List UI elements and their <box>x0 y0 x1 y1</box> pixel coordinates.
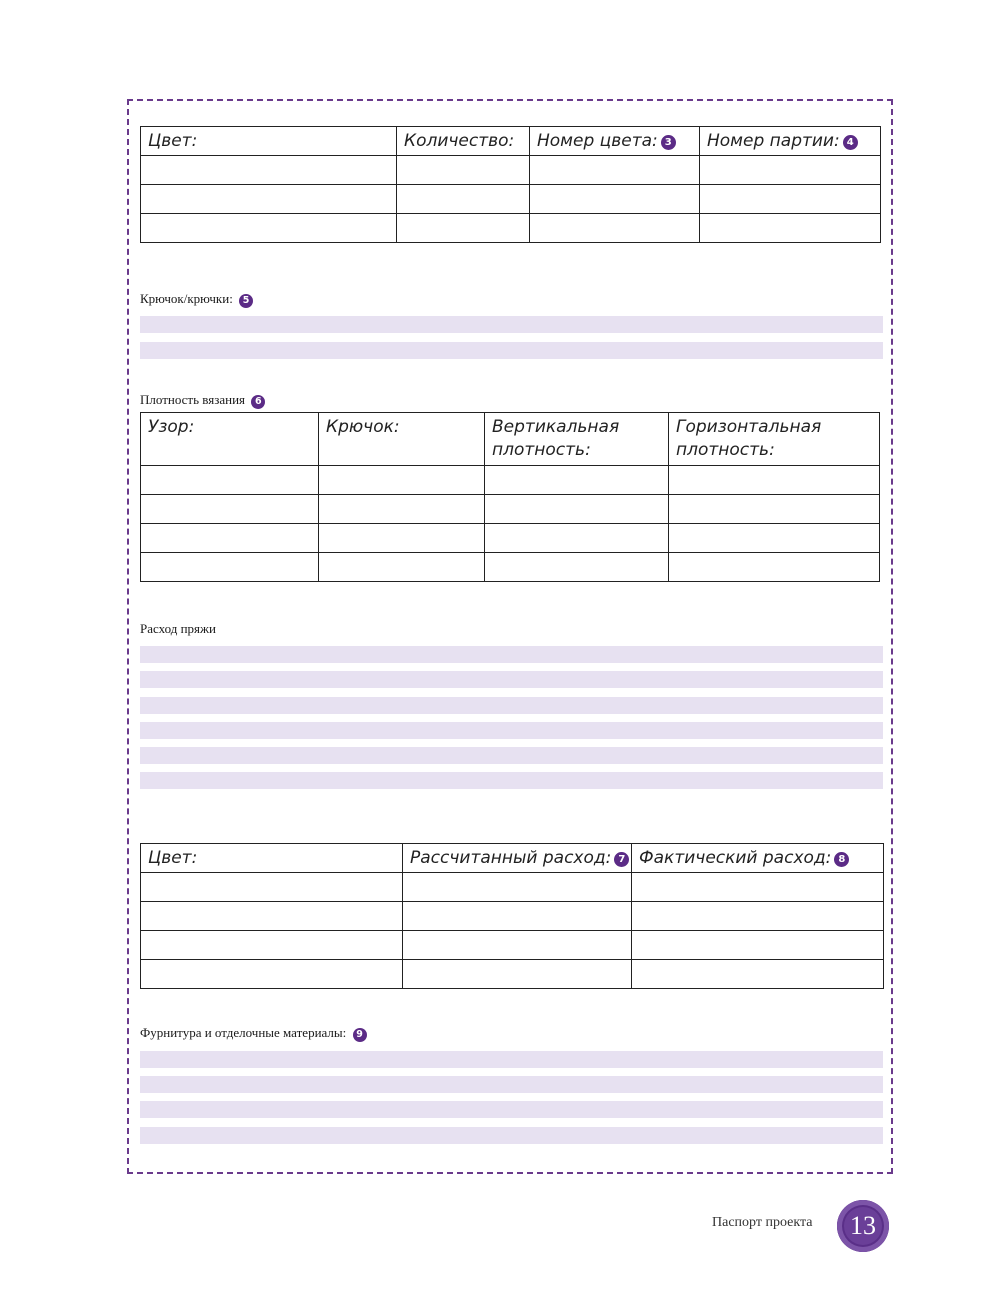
marker-6-icon: 6 <box>251 395 265 409</box>
gauge-label: Плотность вязания 6 <box>140 392 265 409</box>
table-cell[interactable] <box>141 931 403 960</box>
yarn-usage-write-line[interactable] <box>140 697 883 714</box>
hooks-write-line[interactable] <box>140 316 883 333</box>
table-cell[interactable] <box>141 960 403 989</box>
calculated-usage-header: Рассчитанный расход: 7 <box>403 844 632 873</box>
marker-7-icon: 7 <box>614 852 629 867</box>
table-cell[interactable] <box>141 902 403 931</box>
table-row <box>141 185 881 214</box>
pattern-header: Узор: <box>141 413 319 466</box>
table-cell[interactable] <box>485 466 669 495</box>
yarn-quantity-header: Количество: <box>397 127 530 156</box>
page-number-badge: 13 <box>837 1200 889 1252</box>
table-row <box>141 553 880 582</box>
table-cell[interactable] <box>632 960 884 989</box>
marker-4-icon: 4 <box>843 135 858 150</box>
table-cell[interactable] <box>700 185 881 214</box>
table-cell[interactable] <box>319 466 485 495</box>
notions-write-line[interactable] <box>140 1051 883 1068</box>
marker-3-icon: 3 <box>661 135 676 150</box>
dashed-page-frame <box>127 99 893 1174</box>
table-cell[interactable] <box>141 873 403 902</box>
table-row <box>141 466 880 495</box>
yarn-usage-write-line[interactable] <box>140 772 883 789</box>
table-cell[interactable] <box>669 495 880 524</box>
yarn-usage-write-line[interactable] <box>140 646 883 663</box>
yarn-usage-write-line[interactable] <box>140 747 883 764</box>
yarn-usage-label: Расход пряжи <box>140 621 216 636</box>
marker-8-icon: 8 <box>834 852 849 867</box>
table-cell[interactable] <box>669 553 880 582</box>
table-cell[interactable] <box>669 524 880 553</box>
table-cell[interactable] <box>141 214 397 243</box>
gauge-table <box>140 412 880 582</box>
table-cell[interactable] <box>485 553 669 582</box>
table-cell[interactable] <box>141 156 397 185</box>
table-cell[interactable] <box>397 185 530 214</box>
notions-write-line[interactable] <box>140 1127 883 1144</box>
footer-title: Паспорт проекта <box>712 1215 813 1230</box>
table-cell[interactable] <box>319 495 485 524</box>
table-cell[interactable] <box>397 156 530 185</box>
table-cell[interactable] <box>141 495 319 524</box>
table-cell[interactable] <box>632 873 884 902</box>
notions-label: Фурнитура и отделочные материалы: 9 <box>140 1025 367 1042</box>
table-row <box>141 156 881 185</box>
table-cell[interactable] <box>632 902 884 931</box>
table-cell[interactable] <box>632 931 884 960</box>
table-row <box>141 931 884 960</box>
table-row <box>141 214 881 243</box>
table-row <box>141 873 884 902</box>
actual-usage-header: Фактический расход: 8 <box>632 844 884 873</box>
table-cell[interactable] <box>141 553 319 582</box>
table-cell[interactable] <box>397 214 530 243</box>
yarn-table <box>140 126 881 243</box>
table-cell[interactable] <box>319 553 485 582</box>
hooks-label: Крючок/крючки: 5 <box>140 291 253 308</box>
yarn-usage-write-line[interactable] <box>140 722 883 739</box>
table-row <box>141 902 884 931</box>
usage-color-header: Цвет: <box>141 844 403 873</box>
marker-9-icon: 9 <box>353 1028 367 1042</box>
notions-write-line[interactable] <box>140 1076 883 1093</box>
yarn-color-number-header: Номер цвета: 3 <box>530 127 700 156</box>
table-cell[interactable] <box>485 495 669 524</box>
table-cell[interactable] <box>141 185 397 214</box>
table-cell[interactable] <box>700 156 881 185</box>
table-cell[interactable] <box>403 960 632 989</box>
yarn-usage-write-line[interactable] <box>140 671 883 688</box>
hooks-write-line[interactable] <box>140 342 883 359</box>
yarn-color-header: Цвет: <box>141 127 397 156</box>
table-cell[interactable] <box>530 214 700 243</box>
table-row <box>141 524 880 553</box>
table-cell[interactable] <box>485 524 669 553</box>
horizontal-gauge-header: Горизонтальная плотность: <box>669 413 880 466</box>
vertical-gauge-header: Вертикальная плотность: <box>485 413 669 466</box>
table-cell[interactable] <box>403 931 632 960</box>
table-cell[interactable] <box>403 902 632 931</box>
table-row <box>141 960 884 989</box>
table-row <box>141 495 880 524</box>
table-cell[interactable] <box>700 214 881 243</box>
hook-header: Крючок: <box>319 413 485 466</box>
notions-write-line[interactable] <box>140 1101 883 1118</box>
table-cell[interactable] <box>669 466 880 495</box>
table-cell[interactable] <box>403 873 632 902</box>
table-cell[interactable] <box>530 156 700 185</box>
table-cell[interactable] <box>141 524 319 553</box>
marker-5-icon: 5 <box>239 294 253 308</box>
table-cell[interactable] <box>141 466 319 495</box>
yarn-batch-number-header: Номер партии: 4 <box>700 127 881 156</box>
usage-table <box>140 843 884 989</box>
table-cell[interactable] <box>319 524 485 553</box>
table-cell[interactable] <box>530 185 700 214</box>
